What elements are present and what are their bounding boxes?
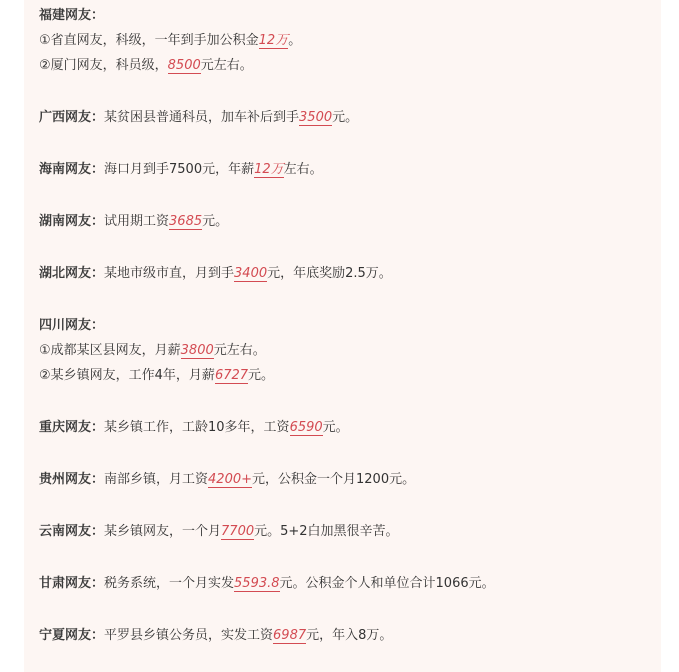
line-text: 某乡镇工作，工龄10多年，工资 — [104, 420, 290, 435]
region-label: 重庆网友： — [39, 420, 105, 435]
salary-line — [39, 209, 651, 234]
region-label: 广西网友： — [39, 110, 105, 125]
region-label: 湖北网友： — [39, 266, 105, 281]
region-label: 湖南网友： — [39, 214, 105, 229]
line-text: 某乡镇网友，一个月 — [104, 524, 222, 539]
line-text: 元，年底奖励2.5万。 — [267, 266, 392, 281]
paragraph-gap — [39, 544, 651, 571]
region-label: 甘肃网友： — [39, 576, 105, 591]
highlighted-amount: 5593.8 — [234, 576, 280, 591]
salary-line — [39, 519, 651, 544]
region-label: 贵州网友： — [39, 472, 105, 487]
salary-line — [39, 467, 651, 492]
paragraph-gap — [39, 492, 651, 519]
salary-line — [39, 363, 651, 388]
line-text: ②厦门网友，科员级， — [39, 58, 168, 73]
salary-line — [39, 28, 651, 53]
line-text: 某地市级市直，月到手 — [104, 266, 235, 281]
paragraph-gap — [39, 596, 651, 623]
line-text: 元。5+2白加黑很辛苦。 — [254, 524, 399, 539]
salary-line — [39, 415, 651, 440]
salary-line — [39, 261, 651, 286]
highlighted-amount: 7700 — [221, 524, 255, 539]
line-text: 税务系统，一个月实发 — [104, 576, 235, 591]
paragraph-gap — [39, 234, 651, 261]
highlighted-amount: 3685 — [169, 214, 203, 229]
highlighted-amount: 6727 — [214, 368, 249, 383]
line-text: 某贫困县普通科员，加车补后到手 — [104, 110, 300, 125]
salary-line — [39, 571, 651, 596]
article-panel — [24, 0, 661, 672]
line-text: 元，年入8万。 — [306, 628, 393, 643]
line-text: 海口月到手7500元，年薪 — [104, 162, 255, 177]
highlighted-amount: 4200+ — [208, 472, 253, 487]
paragraph-gap — [39, 182, 651, 209]
salary-line — [39, 53, 651, 78]
highlighted-amount: 6987 — [273, 628, 307, 643]
salary-line — [39, 623, 651, 648]
article-content — [39, 3, 651, 648]
paragraph-gap — [39, 78, 651, 105]
line-text: 元。 — [322, 420, 349, 435]
highlighted-amount: 8500 — [167, 58, 201, 73]
line-text: 元左右。 — [213, 343, 266, 358]
line-text: ①省直网友，科级，一年到手加公积金 — [39, 33, 259, 48]
line-text: 。 — [288, 33, 302, 48]
line-text: 试用期工资 — [104, 214, 170, 229]
highlighted-amount: 12万 — [254, 162, 284, 177]
salary-line — [39, 157, 651, 182]
region-heading — [39, 313, 651, 338]
line-text: 元。 — [202, 214, 229, 229]
highlighted-amount: 12万 — [258, 33, 289, 48]
region-heading — [39, 3, 651, 28]
heading-text: 福建网友： — [39, 8, 105, 23]
region-label: 宁夏网友： — [39, 628, 105, 643]
line-text: 左右。 — [283, 162, 323, 177]
line-text: ①成都某区县网友，月薪 — [39, 343, 181, 358]
line-text: 元左右。 — [200, 58, 253, 73]
paragraph-gap — [39, 130, 651, 157]
highlighted-amount: 3500 — [299, 110, 333, 125]
region-label: 云南网友： — [39, 524, 105, 539]
highlighted-amount: 3400 — [234, 266, 268, 281]
line-text: 南部乡镇，月工资 — [104, 472, 209, 487]
highlighted-amount: 6590 — [289, 420, 323, 435]
line-text: 元，公积金一个月1200元。 — [252, 472, 416, 487]
line-text: 元。 — [332, 110, 359, 125]
salary-line — [39, 338, 651, 363]
line-text: 元。公积金个人和单位合计1066元。 — [279, 576, 495, 591]
line-text: 元。 — [248, 368, 275, 383]
highlighted-amount: 3800 — [180, 343, 214, 358]
line-text: ②某乡镇网友，工作4年，月薪 — [39, 368, 215, 383]
line-text: 平罗县乡镇公务员，实发工资 — [104, 628, 274, 643]
paragraph-gap — [39, 388, 651, 415]
heading-text: 四川网友： — [39, 318, 105, 333]
paragraph-gap — [39, 286, 651, 313]
salary-line — [39, 105, 651, 130]
paragraph-gap — [39, 440, 651, 467]
region-label: 海南网友： — [39, 162, 105, 177]
